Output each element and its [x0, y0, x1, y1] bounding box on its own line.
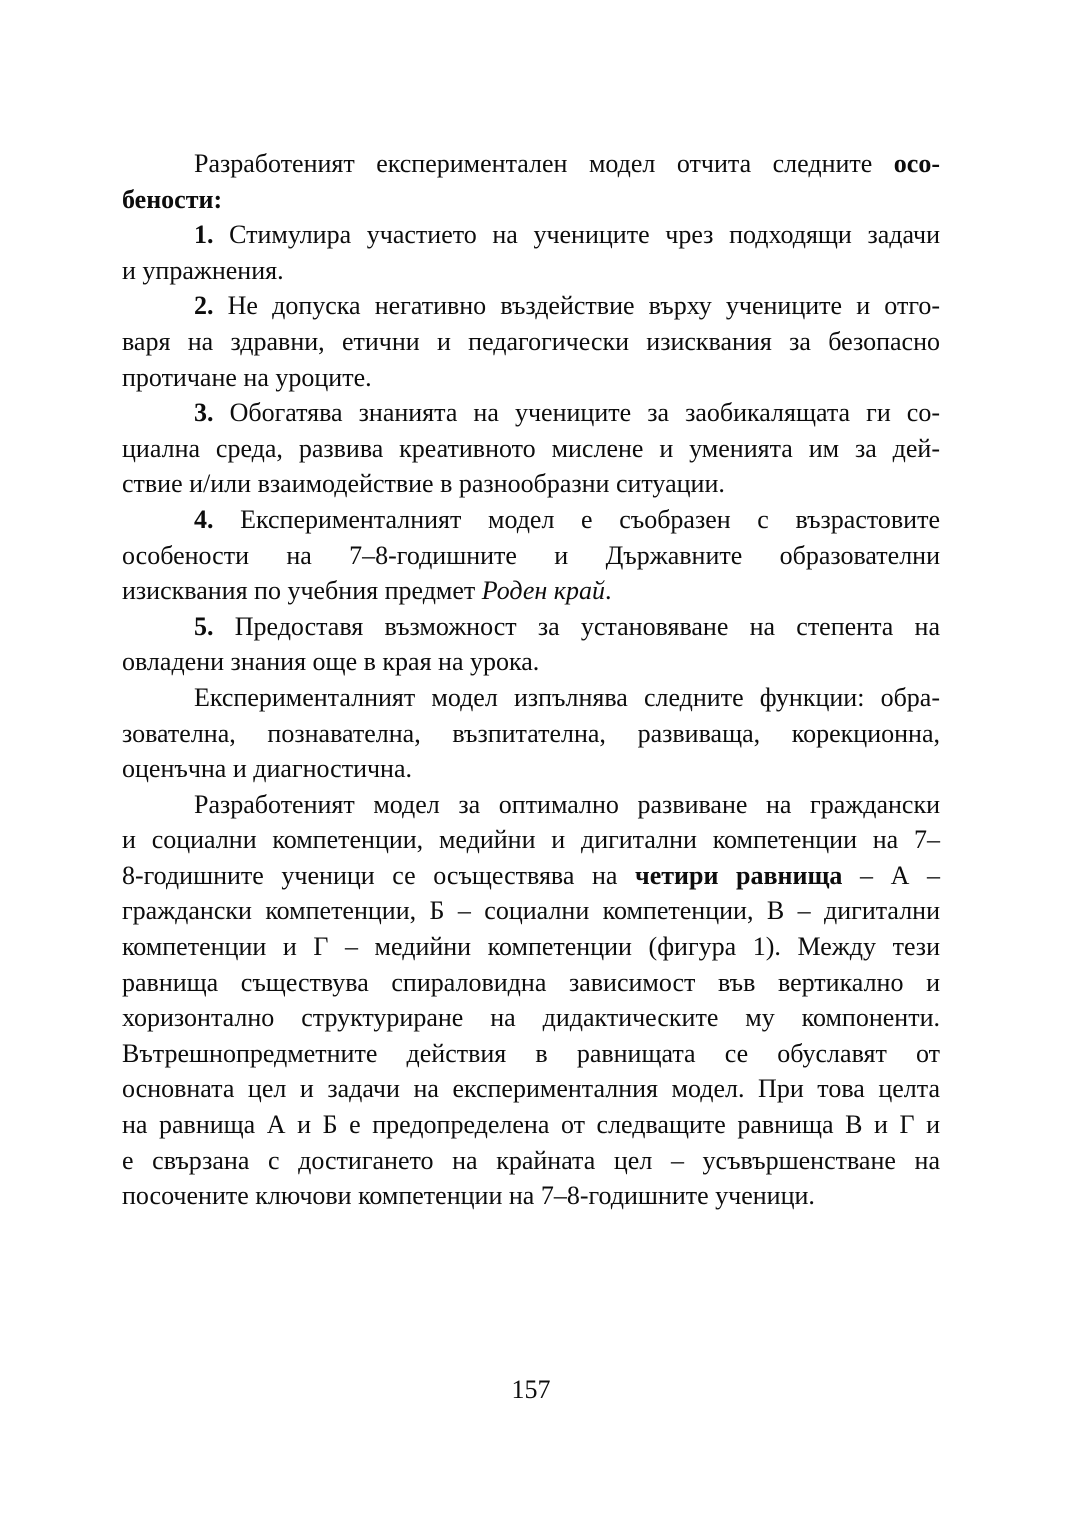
text-segment-bold: 1. [194, 220, 214, 250]
text-line [122, 217, 940, 253]
text-segment-normal: Вътрешнопредметните действия в равнищата се обуславят от [122, 1038, 940, 1068]
text-segment-normal: 8-годишните ученици се осъществява на [122, 860, 636, 890]
text-segment-normal: особености на 7–8-годишните и Държавните образователни [122, 540, 940, 570]
text-segment-normal: компетенции и Г – медийни компетенции (фигура 1). Между тези [122, 932, 940, 962]
text-segment-normal: зователна, познавателна, възпитателна, развиваща, корекционна, [122, 718, 940, 748]
text-line [122, 466, 940, 502]
text-segment-normal: на равнища А и Б е предопределена от следващите равнища В и Г и [122, 1110, 940, 1140]
text-segment-normal: ствие и/или взаимодействие в разнообразни ситуации. [122, 469, 725, 499]
text-line [122, 1000, 940, 1036]
text-line [122, 1071, 940, 1107]
text-segment-normal: равнища съществува спираловидна зависимост във вертикално и [122, 967, 940, 997]
text-line [122, 644, 940, 680]
text-line [122, 716, 940, 752]
text-segment-normal: циална среда, развива креативното мислене и уменията им за дей- [122, 433, 940, 463]
text-segment-normal: хоризонтално структуриране на дидактическите му компоненти. [122, 1003, 940, 1033]
text-line [122, 395, 940, 431]
text-line [122, 573, 940, 609]
text-segment-normal: . [604, 576, 612, 606]
text-segment-bold: 5. [194, 611, 214, 641]
text-line [122, 324, 940, 360]
text-line [122, 787, 940, 823]
text-segment-normal: Предоставя възможност за установяване на степента на [213, 611, 940, 641]
text-segment-normal: и упражнения. [122, 255, 284, 285]
text-line [122, 893, 940, 929]
text-line [122, 253, 940, 289]
text-segment-bold: бености: [122, 184, 223, 214]
text-segment-normal: Не допуска негативно въздействие върху учениците и отго- [213, 291, 940, 321]
text-segment-normal: оценъчна и диагностична. [122, 754, 413, 784]
text-segment-normal: основната цел и задачи на експерименталния модел. При това целта [122, 1074, 940, 1104]
text-segment-normal: варя на здравни, етични и педагогически изисквания за безопасно [122, 326, 940, 356]
text-line [122, 431, 940, 467]
text-segment-normal: Стимулира участието на учениците чрез подходящи задачи [213, 220, 940, 250]
text-segment-normal: граждански компетенции, Б – социални компетенции, В – дигитални [122, 896, 940, 926]
page-number: 157 [511, 1375, 551, 1404]
text-line [122, 288, 940, 324]
text-segment-italic: Роден край [481, 576, 605, 606]
text-segment-normal: овладени знания още в края на урока. [122, 647, 540, 677]
text-line [122, 929, 940, 965]
text-segment-normal: протичане на уроците. [122, 362, 372, 392]
text-line [122, 965, 940, 1001]
text-segment-bold: осо- [893, 149, 940, 178]
text-segment-normal: изисквания по учебния предмет [122, 576, 482, 606]
text-segment-normal: Експерименталният модел е съобразен с възрастовите [213, 504, 940, 534]
text-line [122, 182, 940, 218]
text-segment-bold: четири равнища [635, 860, 843, 890]
text-line [122, 609, 940, 645]
text-line [122, 538, 940, 574]
text-line [122, 1178, 940, 1214]
text-segment-normal: – А – [842, 860, 940, 890]
text-segment-normal: и социални компетенции, медийни и дигитални компетенции на 7– [122, 825, 940, 855]
text-line [122, 1107, 940, 1143]
text-line [122, 858, 940, 894]
text-segment-normal: е свързана с достигането на крайната цел – усъвършенстване на [122, 1145, 940, 1175]
text-line [122, 1036, 940, 1072]
text-segment-bold: 2. [194, 291, 214, 321]
text-segment-normal: Разработеният модел за оптимално развиване на граждански [194, 789, 940, 819]
text-line [122, 822, 940, 858]
text-segment-bold: 3. [194, 398, 214, 428]
text-segment-normal: Експерименталният модел изпълнява следните функции: обра- [194, 682, 940, 712]
text-line [122, 680, 940, 716]
body-text [122, 146, 940, 1214]
text-line [122, 146, 940, 182]
text-segment-normal: Разработеният експериментален модел отчита следните [194, 149, 894, 178]
text-segment-normal: посочените ключови компетенции на 7–8-годишните ученици. [122, 1181, 815, 1211]
text-segment-bold: 4. [194, 504, 214, 534]
text-segment-normal: Обогатява знанията на учениците за заобикалящата ги со- [213, 398, 940, 428]
text-line [122, 502, 940, 538]
text-line [122, 751, 940, 787]
text-line [122, 360, 940, 396]
text-line [122, 1143, 940, 1179]
